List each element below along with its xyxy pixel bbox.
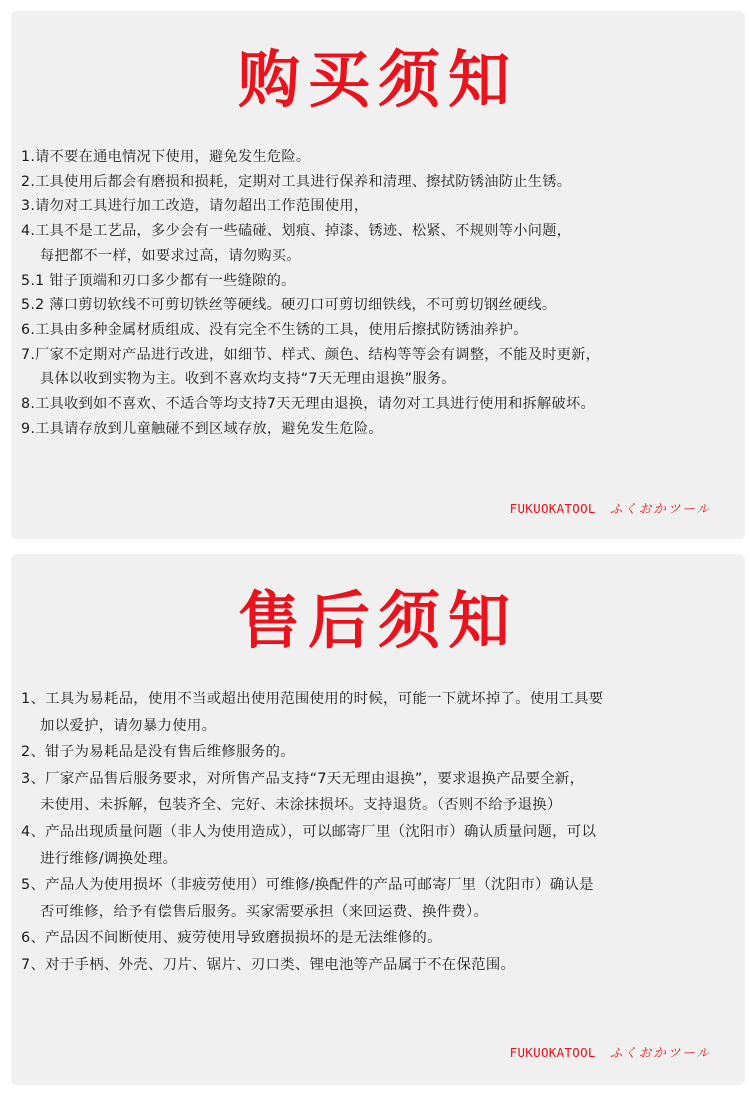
aftersale-notice-card xyxy=(11,554,745,1085)
list-item: 2、钳子为易耗品是没有售后维修服务的。 xyxy=(21,744,295,761)
brand-name-jp: ふくおかツール xyxy=(609,501,711,516)
list-item: 1.请不要在通电情况下使用，避免发生危险。 xyxy=(21,149,311,165)
list-item: 5、产品人为使用损坏（非疲劳使用）可维修/换配件的产品可邮寄厂里（沈阳市）确认是 否可维修，给予有偿售后服务。买家需要承担（来回运费、换件费）。 xyxy=(21,877,594,920)
list-item: 5.2 薄口剪切软线不可剪切铁丝等硬线。硬刃口可剪切细铁线，不可剪切钢丝硬线。 xyxy=(21,297,557,314)
purchase-notice-list xyxy=(21,145,737,441)
list-item: 9.工具请存放到儿童触碰不到区域存放，避免发生危险。 xyxy=(21,420,383,437)
list-item: 7、对于手柄、外壳、刀片、锯片、刃口类、锂电池等产品属于不在保范围。 xyxy=(21,956,516,973)
brand-signature xyxy=(510,499,711,517)
purchase-notice-title: 购买须知 xyxy=(237,43,518,116)
brand-name-jp: ふくおかツール xyxy=(609,1045,711,1060)
list-item: 6、产品因不间断使用、疲劳使用导致磨损损坏的是无法维修的。 xyxy=(21,930,442,947)
list-item: 7.厂家不定期对产品进行改进，如细节、样式、颜色、结构等等会有调整，不能及时更新， 具体以收到实物为主。收到不喜欢均支持“7天无理由退换”服务。 xyxy=(21,346,601,388)
list-item: 6.工具由多种金属材质组成、没有完全不生锈的工具，使用后擦拭防锈油养护。 xyxy=(21,321,528,338)
list-item: 4、产品出现质量问题（非人为使用造成），可以邮寄厂里（沈阳市）确认质量问题，可以 进行维修/调换处理。 xyxy=(21,823,597,867)
list-item: 8.工具收到如不喜欢、不适合等均支持7天无理由退换，请勿对工具进行使用和拆解破坏。 xyxy=(21,396,595,413)
aftersale-notice-list xyxy=(21,686,737,979)
aftersale-notice-title: 售后须知 xyxy=(237,584,518,657)
brand-signature xyxy=(510,1043,711,1061)
list-item: 1、工具为易耗品，使用不当或超出使用范围使用的时候，可能一下就坏掉了。使用工具要 加以爱护，请勿暴力使用。 xyxy=(21,691,604,734)
list-item: 5.1 钳子顶端和刃口多少都有一些缝隙的。 xyxy=(21,272,296,289)
list-item: 3.请勿对工具进行加工改造，请勿超出工作范围使用， xyxy=(21,198,369,215)
list-item: 4.工具不是工艺品，多少会有一些磕碰、划痕、掉漆、锈迹、松紧、不规则等小问题， 每把都不一样，如要求过高，请勿购买。 xyxy=(21,223,572,264)
brand-name: FUKUOKATOOL xyxy=(509,501,596,516)
brand-name: FUKUOKATOOL xyxy=(509,1045,596,1060)
purchase-notice-card xyxy=(11,11,745,539)
list-item: 3、厂家产品售后服务要求，对所售产品支持“7天无理由退换”，要求退换产品要全新， 未使用、未拆解，包装齐全、完好、未涂抹损坏。支持退货。（否则不给予退换） xyxy=(21,770,585,814)
list-item: 2.工具使用后都会有磨损和损耗，定期对工具进行保养和清理、擦拭防锈油防止生锈。 xyxy=(21,173,572,190)
